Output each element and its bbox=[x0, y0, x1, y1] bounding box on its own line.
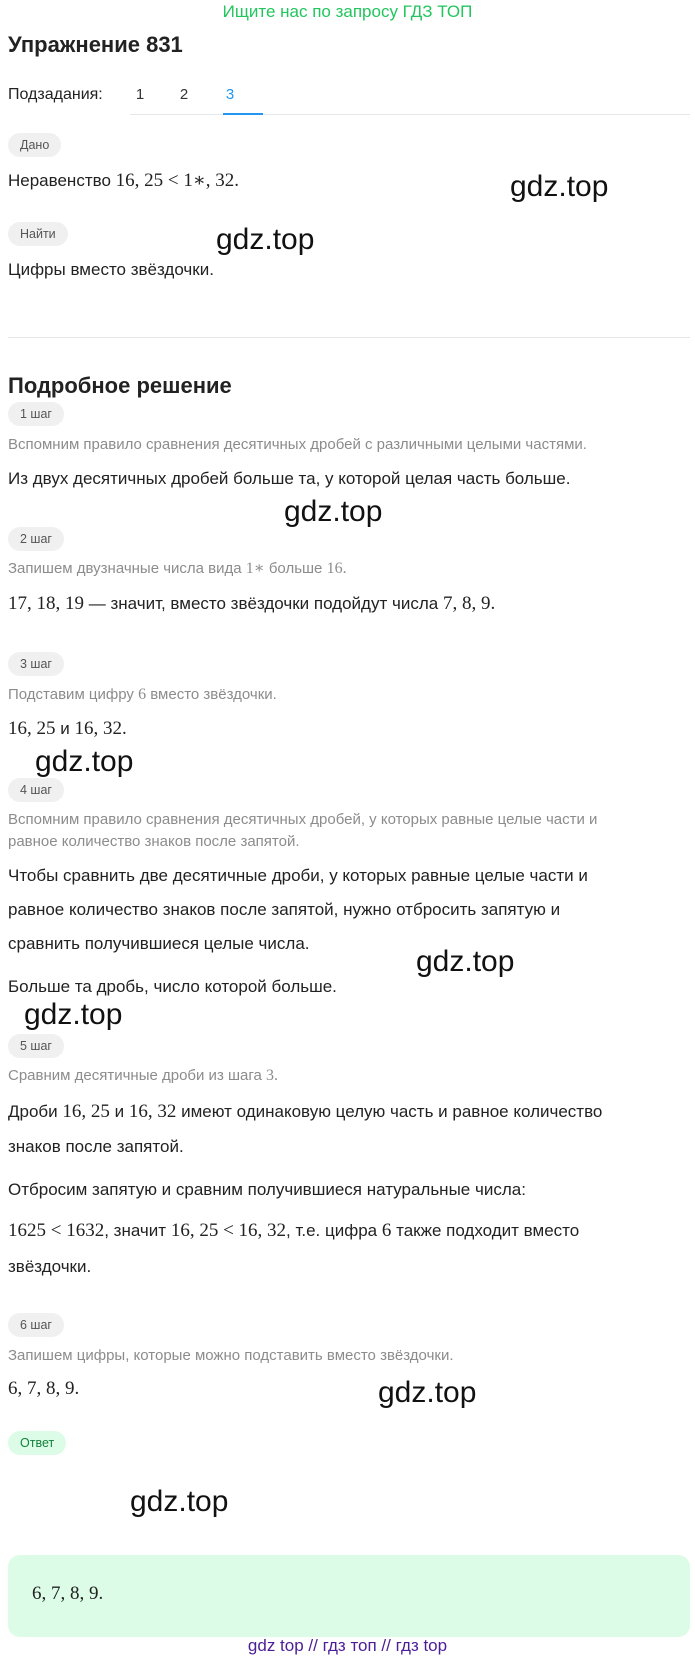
step-5-math: 16, 25 < 16, 32 bbox=[170, 1220, 287, 1241]
step-3-text bbox=[8, 717, 127, 741]
watermark: gdz.top bbox=[284, 495, 383, 528]
watermark: gdz.top bbox=[510, 170, 609, 203]
watermark: gdz.top bbox=[216, 223, 315, 256]
tab-subtask-2[interactable]: 2 bbox=[179, 86, 189, 103]
step-2-hint-math: 16. bbox=[326, 560, 347, 577]
step-2-hint bbox=[8, 558, 347, 580]
find-text: Цифры вместо звёздочки. bbox=[8, 260, 214, 279]
step-6-math: 6, 7, 8, 9. bbox=[8, 1378, 80, 1399]
answer-pill: Ответ bbox=[8, 1431, 66, 1455]
answer-box bbox=[8, 1555, 690, 1637]
step-2-math: 17, 18, 19 bbox=[8, 593, 84, 614]
tabs-divider bbox=[130, 114, 690, 115]
step-3-pill: 3 шаг bbox=[8, 652, 64, 676]
step-2-text-part: — значит, вместо звёздочки подойдут числа bbox=[88, 594, 439, 613]
step-5-text-part: имеют одинаковую целую часть и равное количество bbox=[181, 1102, 603, 1121]
watermark: gdz.top bbox=[416, 945, 515, 978]
step-5-hint-math: 3. bbox=[266, 1067, 279, 1084]
given-math: 16, 25 < 1∗, 32. bbox=[115, 170, 240, 191]
active-tab-indicator bbox=[223, 113, 263, 115]
step-4-text-line-1: Чтобы сравнить две десятичные дроби, у которых равные целые части и bbox=[8, 866, 588, 885]
step-5-math: 16, 32 bbox=[128, 1101, 177, 1122]
step-5-text-line-3: Отбросим запятую и сравним получившиеся натуральные числа: bbox=[8, 1180, 526, 1199]
watermark: gdz.top bbox=[130, 1485, 229, 1518]
step-1-pill: 1 шаг bbox=[8, 402, 64, 426]
step-1-hint: Вспомним правило сравнения десятичных дробей с различными целыми частями. bbox=[8, 436, 587, 453]
answer-value: 6, 7, 8, 9. bbox=[32, 1583, 104, 1604]
step-5-text-part: , значит bbox=[104, 1221, 167, 1240]
solution-title: Подробное решение bbox=[8, 373, 232, 398]
given-prefix: Неравенство bbox=[8, 171, 111, 190]
step-5-text-line-4 bbox=[8, 1219, 579, 1243]
step-3-hint-part: вместо звёздочки. bbox=[150, 686, 277, 703]
step-2-hint-math: 1∗ bbox=[245, 560, 265, 577]
tab-subtask-1[interactable]: 1 bbox=[135, 86, 145, 103]
promo-banner: Ищите нас по запросу ГДЗ ТОП bbox=[222, 2, 473, 21]
step-2-pill: 2 шаг bbox=[8, 527, 64, 551]
step-5-text-part: Дроби bbox=[8, 1102, 58, 1121]
step-2-math: 7, 8, 9. bbox=[442, 593, 496, 614]
step-4-text-line-3: сравнить получившиеся целые числа. bbox=[8, 934, 310, 953]
step-4-text-line-2: равное количество знаков после запятой, нужно отбросить запятую и bbox=[8, 900, 561, 919]
step-3-hint bbox=[8, 684, 277, 706]
given-text bbox=[8, 169, 239, 193]
step-6-hint: Запишем цифры, которые можно подставить вместо звёздочки. bbox=[8, 1347, 454, 1364]
step-3-math: 16, 25 bbox=[8, 718, 56, 739]
step-5-math: 6 bbox=[381, 1220, 392, 1241]
step-4-hint-line-2: равное количество знаков после запятой. bbox=[8, 833, 300, 850]
step-4-text-line-4: Больше та дробь, число которой больше. bbox=[8, 977, 337, 996]
find-pill: Найти bbox=[8, 222, 68, 246]
step-1-text: Из двух десятичных дробей больше та, у которой целая часть больше. bbox=[8, 469, 571, 488]
step-5-text-line-2: знаков после запятой. bbox=[8, 1137, 184, 1156]
step-3-and: и bbox=[60, 719, 70, 738]
step-5-pill: 5 шаг bbox=[8, 1034, 64, 1058]
step-5-hint bbox=[8, 1065, 278, 1087]
step-5-text-part: , т.е. цифра bbox=[286, 1221, 378, 1240]
step-2-text bbox=[8, 592, 495, 616]
step-3-hint-math: 6 bbox=[138, 686, 147, 703]
step-4-pill: 4 шаг bbox=[8, 778, 64, 802]
step-4-hint-line-1: Вспомним правило сравнения десятичных дробей, у которых равные целые части и bbox=[8, 811, 598, 828]
step-6-pill: 6 шаг bbox=[8, 1313, 64, 1337]
step-6-text bbox=[8, 1377, 79, 1401]
step-3-hint-part: Подставим цифру bbox=[8, 686, 134, 703]
watermark: gdz.top bbox=[378, 1376, 477, 1409]
step-5-text-part: и bbox=[114, 1102, 125, 1121]
subtasks-label: Подзадания: bbox=[8, 86, 103, 103]
step-2-hint-part: больше bbox=[268, 560, 323, 577]
step-5-math: 16, 25 bbox=[62, 1101, 110, 1122]
step-5-text-part: также подходит вместо bbox=[396, 1221, 580, 1240]
step-5-text-line-5: звёздочки. bbox=[8, 1257, 92, 1276]
section-divider bbox=[8, 337, 690, 338]
step-5-math: 1625 < 1632 bbox=[8, 1220, 105, 1241]
given-pill: Дано bbox=[8, 133, 61, 157]
step-5-text-line-1 bbox=[8, 1100, 602, 1124]
step-3-math: 16, 32. bbox=[74, 718, 127, 739]
page-title: Упражнение 831 bbox=[8, 32, 183, 57]
step-5-hint-part: Сравним десятичные дроби из шага bbox=[8, 1067, 262, 1084]
step-2-hint-part: Запишем двузначные числа вида bbox=[8, 560, 242, 577]
footer-links[interactable]: gdz top // гдз топ // гдз top bbox=[247, 1636, 448, 1655]
watermark: gdz.top bbox=[24, 998, 123, 1031]
watermark: gdz.top bbox=[35, 745, 134, 778]
tab-subtask-3[interactable]: 3 bbox=[225, 86, 235, 103]
